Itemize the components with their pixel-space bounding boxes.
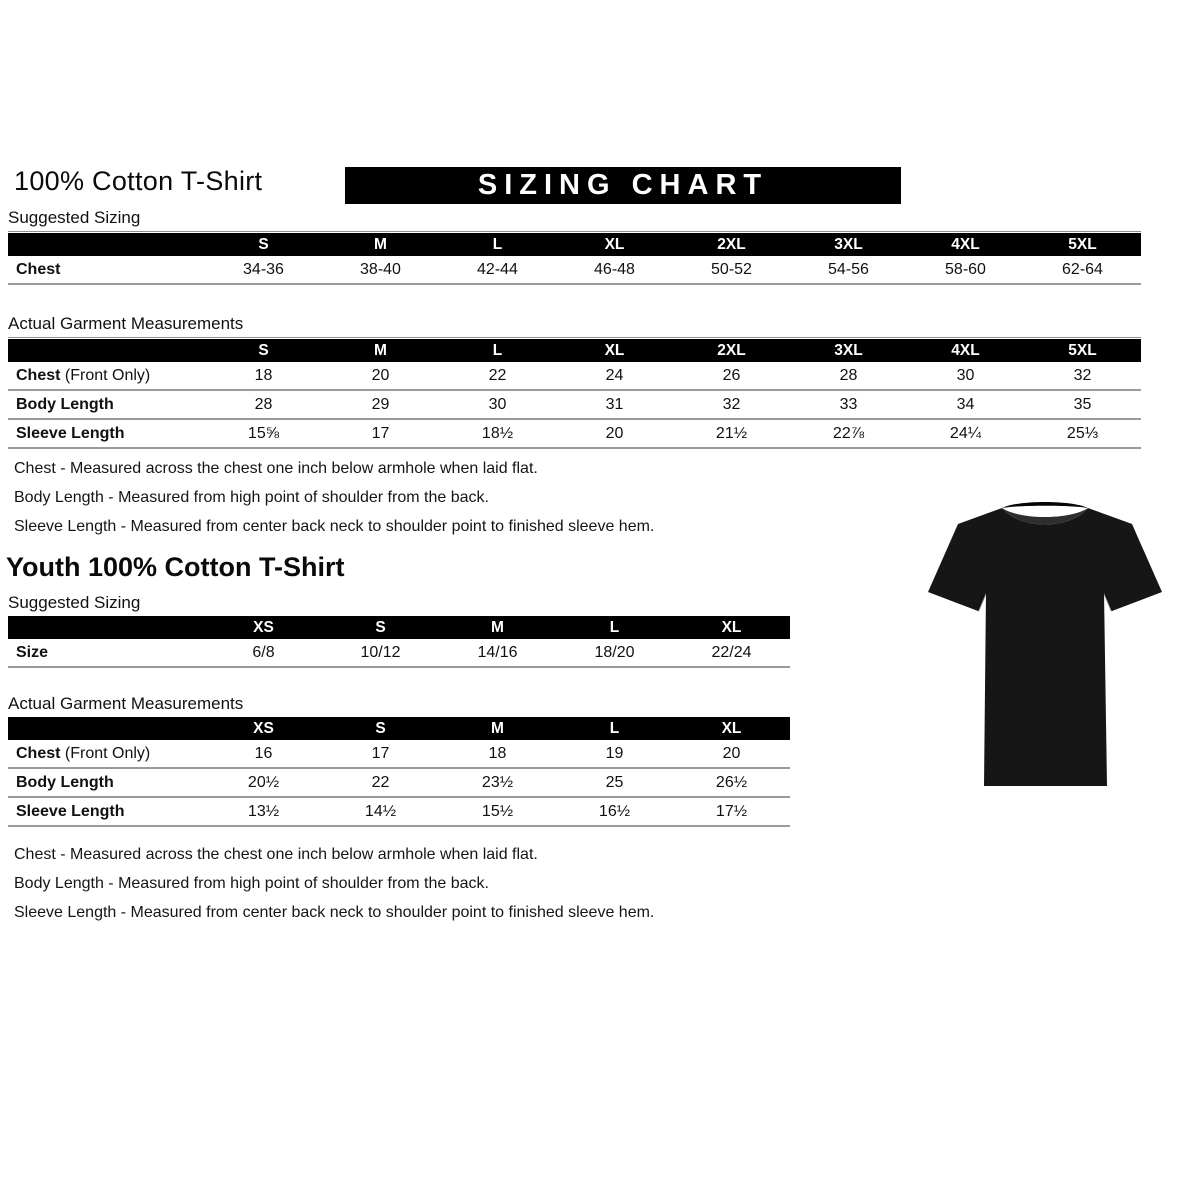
table-header-row (8, 339, 1141, 362)
black-tshirt-image (898, 478, 1193, 813)
measurement-cell: 18 (254, 366, 273, 384)
adult-actual-measurements-table (8, 339, 1141, 449)
measurement-cell: 15½ (481, 802, 514, 820)
measurement-cell: 33 (839, 395, 858, 413)
measurement-cell: 32 (1073, 366, 1092, 384)
measurement-cell: 26 (722, 366, 741, 384)
size-column-header: 5XL (1068, 235, 1097, 253)
size-column-header: XL (721, 618, 742, 636)
size-column-header: L (492, 235, 503, 253)
youth-actual-measurements-table (8, 717, 790, 827)
measurement-cell: 32 (722, 395, 741, 413)
measurement-cell: 25⅓ (1066, 424, 1099, 442)
size-column-header: M (491, 719, 504, 737)
measurement-cell: 10/12 (360, 643, 401, 661)
measurement-cell: 25 (605, 773, 624, 791)
measurement-cell: 62-64 (1062, 260, 1103, 278)
measurement-cell: 16 (254, 744, 273, 762)
measurement-cell: 54-56 (828, 260, 869, 278)
measurement-cell: 18½ (481, 424, 514, 442)
measurement-cell: 29 (371, 395, 390, 413)
measurement-cell: 28 (839, 366, 858, 384)
size-column-header: 4XL (951, 341, 980, 359)
table-row (8, 740, 790, 769)
measurement-cell: 18/20 (594, 643, 635, 661)
row-label: Chest (Front Only) (16, 744, 151, 762)
table-row (8, 420, 1141, 449)
measurement-cell: 22 (371, 773, 390, 791)
size-column-header: XS (253, 618, 274, 636)
size-column-header: XL (721, 719, 742, 737)
size-column-header: L (492, 341, 503, 359)
measurement-cell: 34-36 (243, 260, 284, 278)
measurement-cell: 22 (488, 366, 507, 384)
table-row (8, 798, 790, 827)
note-line: Chest - Measured across the chest one inch below armhole when laid flat. (14, 846, 538, 863)
youth-suggested-sizing-table (8, 616, 790, 668)
measurement-cell: 23½ (481, 773, 514, 791)
measurement-cell: 14/16 (477, 643, 518, 661)
measurement-cell: 24¼ (949, 424, 982, 442)
measurement-cell: 21½ (715, 424, 748, 442)
measurement-cell: 13½ (247, 802, 280, 820)
size-column-header: M (374, 235, 387, 253)
measurement-cell: 17½ (715, 802, 748, 820)
measurement-cell: 35 (1073, 395, 1092, 413)
measurement-cell: 46-48 (594, 260, 635, 278)
table-row (8, 769, 790, 798)
size-column-header: 5XL (1068, 341, 1097, 359)
measurement-cell: 20½ (247, 773, 280, 791)
row-label: Size (16, 643, 49, 661)
size-column-header: 4XL (951, 235, 980, 253)
size-column-header: 3XL (834, 235, 863, 253)
measurement-cell: 58-60 (945, 260, 986, 278)
youth-suggested-sizing-label: Suggested Sizing (8, 593, 790, 617)
youth-actual-measurements-label: Actual Garment Measurements (8, 694, 790, 718)
measurement-cell: 28 (254, 395, 273, 413)
note-line: Chest - Measured across the chest one inch below armhole when laid flat. (14, 460, 538, 477)
size-column-header: M (491, 618, 504, 636)
row-label: Chest (16, 260, 61, 278)
measurement-cell: 19 (605, 744, 624, 762)
measurement-cell: 31 (605, 395, 624, 413)
size-column-header: 2XL (717, 341, 746, 359)
adult-actual-measurements-label: Actual Garment Measurements (8, 314, 1141, 338)
measurement-cell: 50-52 (711, 260, 752, 278)
measurement-cell: 24 (605, 366, 624, 384)
size-column-header: S (375, 719, 386, 737)
size-column-header: XL (604, 235, 625, 253)
table-row (8, 256, 1141, 285)
adult-measurement-notes (14, 460, 654, 547)
measurement-cell: 15⅝ (247, 424, 280, 442)
measurement-cell: 22⅞ (832, 424, 865, 442)
table-row (8, 391, 1141, 420)
table-header-row (8, 233, 1141, 256)
note-line: Body Length - Measured from high point of shoulder from the back. (14, 489, 489, 506)
row-label: Body Length (16, 395, 114, 413)
youth-measurement-notes (14, 846, 654, 933)
table-row (8, 362, 1141, 391)
page-title: 100% Cotton T-Shirt (14, 166, 263, 196)
size-column-header: M (374, 341, 387, 359)
measurement-cell: 6/8 (252, 643, 275, 661)
measurement-cell: 30 (488, 395, 507, 413)
measurement-cell: 42-44 (477, 260, 518, 278)
tshirt-graphic (898, 478, 1193, 813)
measurement-cell: 14½ (364, 802, 397, 820)
measurement-cell: 17 (371, 744, 390, 762)
size-column-header: S (258, 341, 269, 359)
row-label: Body Length (16, 773, 114, 791)
measurement-cell: 38-40 (360, 260, 401, 278)
table-row (8, 639, 790, 668)
size-column-header: 3XL (834, 341, 863, 359)
measurement-cell: 22/24 (711, 643, 752, 661)
table-header-row (8, 717, 790, 740)
sizing-chart-banner: SIZING CHART (345, 167, 901, 204)
adult-suggested-sizing-label: Suggested Sizing (8, 208, 1141, 232)
measurement-cell: 17 (371, 424, 390, 442)
measurement-cell: 26½ (715, 773, 748, 791)
row-label: Sleeve Length (16, 424, 125, 442)
note-line: Sleeve Length - Measured from center back neck to shoulder point to finished sleeve hem. (14, 904, 655, 921)
table-header-row (8, 616, 790, 639)
measurement-cell: 20 (605, 424, 624, 442)
measurement-cell: 20 (371, 366, 390, 384)
size-column-header: XL (604, 341, 625, 359)
note-line: Body Length - Measured from high point of shoulder from the back. (14, 875, 489, 892)
measurement-cell: 18 (488, 744, 507, 762)
size-column-header: L (609, 719, 620, 737)
measurement-cell: 16½ (598, 802, 631, 820)
size-column-header: L (609, 618, 620, 636)
size-column-header: S (375, 618, 386, 636)
youth-page-title: Youth 100% Cotton T-Shirt (6, 552, 345, 582)
measurement-cell: 20 (722, 744, 741, 762)
note-line: Sleeve Length - Measured from center back neck to shoulder point to finished sleeve hem. (14, 518, 655, 535)
row-label: Chest (Front Only) (16, 366, 151, 384)
measurement-cell: 30 (956, 366, 975, 384)
size-column-header: S (258, 235, 269, 253)
adult-suggested-sizing-table (8, 233, 1141, 285)
size-column-header: XS (253, 719, 274, 737)
row-label: Sleeve Length (16, 802, 125, 820)
size-column-header: 2XL (717, 235, 746, 253)
measurement-cell: 34 (956, 395, 975, 413)
